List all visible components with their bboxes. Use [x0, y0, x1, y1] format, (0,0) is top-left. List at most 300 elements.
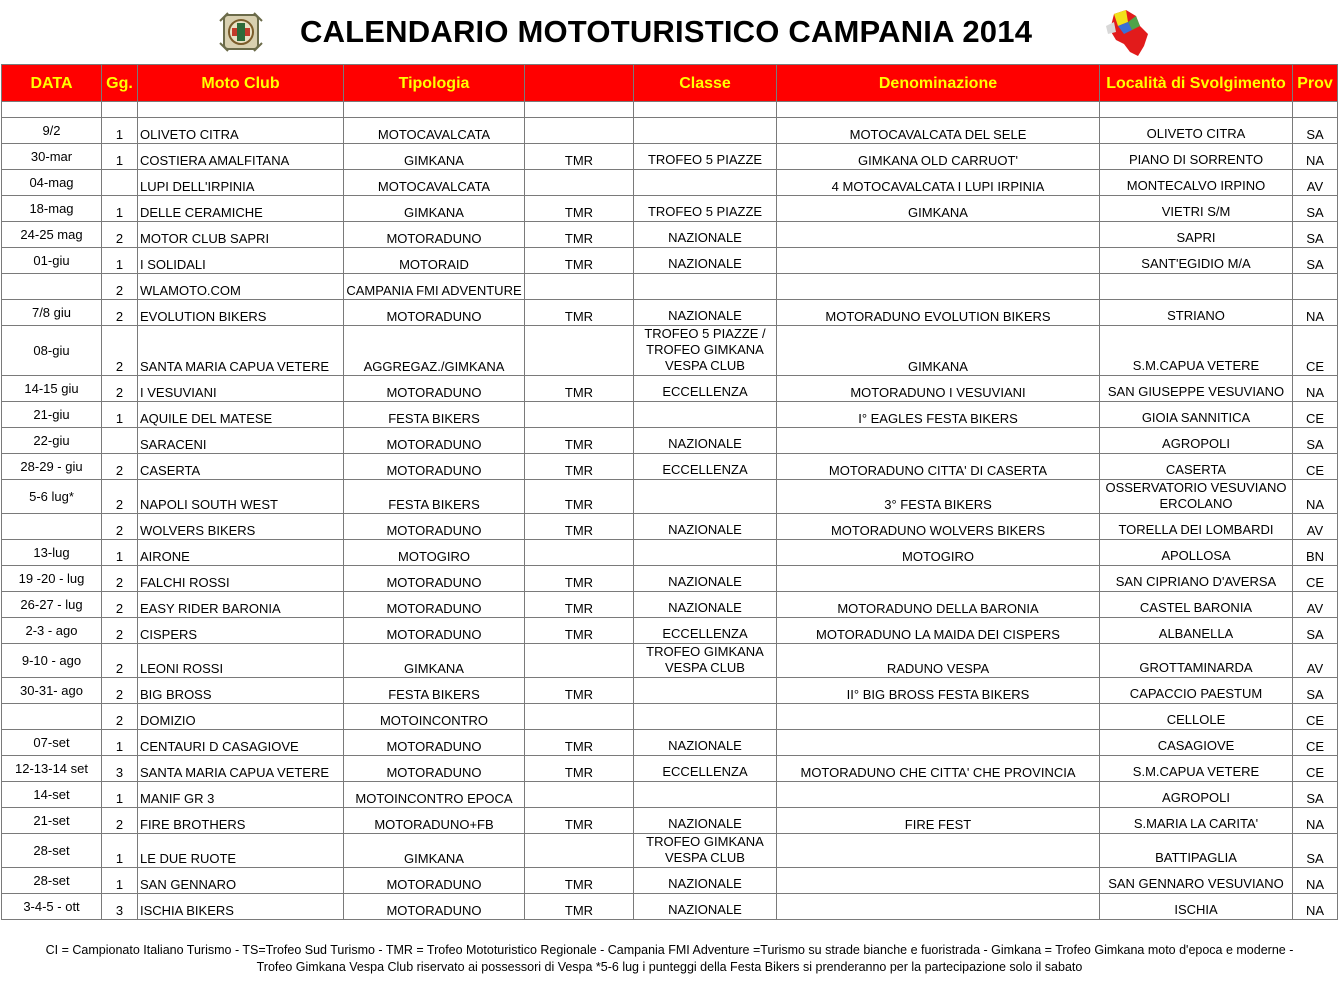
campania-map-icon: [1100, 8, 1152, 58]
cell-denominazione: [777, 248, 1100, 274]
cell-days: 2: [102, 300, 138, 326]
cell-classe: [634, 704, 777, 730]
cell-classe: NAZIONALE: [634, 300, 777, 326]
cell-prov: SA: [1293, 834, 1338, 868]
cell-moto-club: AIRONE: [138, 540, 344, 566]
cell-denominazione: [777, 274, 1100, 300]
cell-moto-club: I VESUVIANI: [138, 376, 344, 402]
col-header-prov: Prov: [1293, 65, 1338, 102]
cell-category: [525, 704, 634, 730]
cell-category: TMR: [525, 756, 634, 782]
cell-date: 21-giu: [2, 402, 102, 428]
cell-date: 7/8 giu: [2, 300, 102, 326]
table-row: [2, 196, 1338, 222]
footnote: [0, 942, 1339, 976]
cell-classe: TROFEO 5 PIAZZE: [634, 196, 777, 222]
cell-tipologia: MOTORAID: [344, 248, 525, 274]
cell-category: [525, 402, 634, 428]
table-row: [2, 782, 1338, 808]
cell-denominazione: MOTOCAVALCATA DEL SELE: [777, 118, 1100, 144]
cell-classe: [634, 118, 777, 144]
cell-localita: S.MARIA LA CARITA': [1100, 808, 1293, 834]
cell-category: [525, 644, 634, 678]
cell-denominazione: [777, 834, 1100, 868]
cell-prov: CE: [1293, 756, 1338, 782]
cell-denominazione: MOTORADUNO CHE CITTA' CHE PROVINCIA: [777, 756, 1100, 782]
cell-classe: NAZIONALE: [634, 592, 777, 618]
spacer-row: [2, 102, 1338, 118]
cell-moto-club: NAPOLI SOUTH WEST: [138, 480, 344, 514]
cell-tipologia: MOTORADUNO: [344, 868, 525, 894]
cell-moto-club: CISPERS: [138, 618, 344, 644]
table-row: [2, 454, 1338, 480]
cell-days: 1: [102, 144, 138, 170]
cell-moto-club: SANTA MARIA CAPUA VETERE: [138, 756, 344, 782]
cell-category: TMR: [525, 592, 634, 618]
cell-tipologia: GIMKANA: [344, 196, 525, 222]
cell-classe: TROFEO 5 PIAZZE / TROFEO GIMKANA VESPA CLUB: [634, 326, 777, 376]
cell-tipologia: CAMPANIA FMI ADVENTURE: [344, 274, 525, 300]
cell-denominazione: [777, 428, 1100, 454]
cell-denominazione: GIMKANA: [777, 326, 1100, 376]
cell-days: 2: [102, 566, 138, 592]
cell-moto-club: SAN GENNARO: [138, 868, 344, 894]
cell-localita: ALBANELLA: [1100, 618, 1293, 644]
col-header-classe: Classe: [634, 65, 777, 102]
cell-localita: OSSERVATORIO VESUVIANO ERCOLANO: [1100, 480, 1293, 514]
footnote-line-1: CI = Campionato Italiano Turismo - TS=Trofeo Sud Turismo - TMR = Trofeo Mototuristico Regionale - Campania FMI Adventure =Turismo su strade bianche e fuoristrada - Gimkana = Trofeo Gimkana moto d'epoca e moderne -: [45, 943, 1294, 957]
cell-localita: SANT'EGIDIO M/A: [1100, 248, 1293, 274]
cell-localita: AGROPOLI: [1100, 428, 1293, 454]
cell-classe: NAZIONALE: [634, 894, 777, 920]
cell-days: 3: [102, 894, 138, 920]
table-row: [2, 274, 1338, 300]
cell-prov: NA: [1293, 808, 1338, 834]
cell-prov: NA: [1293, 144, 1338, 170]
cell-localita: SAN GENNARO VESUVIANO: [1100, 868, 1293, 894]
cell-localita: MONTECALVO IRPINO: [1100, 170, 1293, 196]
cell-tipologia: GIMKANA: [344, 644, 525, 678]
cell-prov: SA: [1293, 248, 1338, 274]
cell-tipologia: MOTOCAVALCATA: [344, 170, 525, 196]
cell-moto-club: CENTAURI D CASAGIOVE: [138, 730, 344, 756]
cell-prov: SA: [1293, 428, 1338, 454]
cell-denominazione: RADUNO VESPA: [777, 644, 1100, 678]
cell-denominazione: MOTORADUNO DELLA BARONIA: [777, 592, 1100, 618]
col-header-data: DATA: [2, 65, 102, 102]
cell-date: [2, 514, 102, 540]
cell-date: 01-giu: [2, 248, 102, 274]
cell-date: 14-15 giu: [2, 376, 102, 402]
cell-classe: ECCELLENZA: [634, 376, 777, 402]
cell-moto-club: SARACENI: [138, 428, 344, 454]
cell-denominazione: MOTOGIRO: [777, 540, 1100, 566]
cell-days: 3: [102, 756, 138, 782]
cell-localita: GROTTAMINARDA: [1100, 644, 1293, 678]
cell-classe: NAZIONALE: [634, 808, 777, 834]
calendar-table: [1, 64, 1338, 920]
col-header-gg: Gg.: [102, 65, 138, 102]
cell-localita: TORELLA DEI LOMBARDI: [1100, 514, 1293, 540]
cell-moto-club: EASY RIDER BARONIA: [138, 592, 344, 618]
cell-denominazione: MOTORADUNO WOLVERS BIKERS: [777, 514, 1100, 540]
table-row: [2, 618, 1338, 644]
cell-prov: NA: [1293, 376, 1338, 402]
col-header-localita: Località di Svolgimento: [1100, 65, 1293, 102]
cell-prov: CE: [1293, 566, 1338, 592]
cell-moto-club: MANIF GR 3: [138, 782, 344, 808]
table-row: [2, 566, 1338, 592]
cell-denominazione: FIRE FEST: [777, 808, 1100, 834]
cell-date: 21-set: [2, 808, 102, 834]
cell-category: TMR: [525, 566, 634, 592]
cell-days: 1: [102, 118, 138, 144]
cell-tipologia: MOTORADUNO: [344, 566, 525, 592]
table-row: [2, 730, 1338, 756]
cell-category: [525, 274, 634, 300]
cell-prov: SA: [1293, 118, 1338, 144]
cell-denominazione: I° EAGLES FESTA BIKERS: [777, 402, 1100, 428]
cell-category: TMR: [525, 248, 634, 274]
cell-tipologia: MOTOINCONTRO: [344, 704, 525, 730]
table-row: [2, 540, 1338, 566]
cell-days: 2: [102, 618, 138, 644]
cell-localita: SAN GIUSEPPE VESUVIANO: [1100, 376, 1293, 402]
cell-localita: STRIANO: [1100, 300, 1293, 326]
cell-localita: BATTIPAGLIA: [1100, 834, 1293, 868]
cell-tipologia: MOTORADUNO: [344, 618, 525, 644]
table-row: [2, 808, 1338, 834]
cell-prov: SA: [1293, 618, 1338, 644]
cell-moto-club: WOLVERS BIKERS: [138, 514, 344, 540]
cell-denominazione: [777, 782, 1100, 808]
cell-classe: TROFEO GIMKANA VESPA CLUB: [634, 834, 777, 868]
cell-tipologia: MOTORADUNO: [344, 222, 525, 248]
cell-denominazione: [777, 704, 1100, 730]
cell-denominazione: MOTORADUNO I VESUVIANI: [777, 376, 1100, 402]
col-header-blank: [525, 65, 634, 102]
cell-moto-club: DELLE CERAMICHE: [138, 196, 344, 222]
cell-classe: ECCELLENZA: [634, 618, 777, 644]
cell-days: 1: [102, 782, 138, 808]
cell-date: 5-6 lug*: [2, 480, 102, 514]
cell-tipologia: AGGREGAZ./GIMKANA: [344, 326, 525, 376]
cell-tipologia: GIMKANA: [344, 834, 525, 868]
table-row: [2, 170, 1338, 196]
table-row: [2, 248, 1338, 274]
cell-date: 19 -20 - lug: [2, 566, 102, 592]
cell-days: 1: [102, 402, 138, 428]
cell-classe: [634, 170, 777, 196]
cell-category: [525, 326, 634, 376]
cell-tipologia: MOTORADUNO: [344, 756, 525, 782]
cell-date: 3-4-5 - ott: [2, 894, 102, 920]
cell-classe: [634, 402, 777, 428]
cell-moto-club: COSTIERA AMALFITANA: [138, 144, 344, 170]
cell-localita: VIETRI S/M: [1100, 196, 1293, 222]
title-bar: [0, 0, 1339, 64]
cell-denominazione: MOTORADUNO CITTA' DI CASERTA: [777, 454, 1100, 480]
cell-classe: [634, 274, 777, 300]
cell-category: TMR: [525, 454, 634, 480]
table-row: [2, 144, 1338, 170]
cell-localita: CASTEL BARONIA: [1100, 592, 1293, 618]
cell-tipologia: MOTORADUNO: [344, 514, 525, 540]
cell-date: 08-giu: [2, 326, 102, 376]
cell-date: 04-mag: [2, 170, 102, 196]
cell-category: TMR: [525, 428, 634, 454]
cell-moto-club: SANTA MARIA CAPUA VETERE: [138, 326, 344, 376]
cell-category: TMR: [525, 730, 634, 756]
cell-prov: CE: [1293, 454, 1338, 480]
cell-days: 2: [102, 644, 138, 678]
cell-date: 07-set: [2, 730, 102, 756]
col-header-denominazione: Denominazione: [777, 65, 1100, 102]
cell-category: TMR: [525, 376, 634, 402]
cell-days: 2: [102, 376, 138, 402]
cell-days: 2: [102, 808, 138, 834]
cell-classe: TROFEO 5 PIAZZE: [634, 144, 777, 170]
cell-category: [525, 540, 634, 566]
cell-localita: SAN CIPRIANO D'AVERSA: [1100, 566, 1293, 592]
cell-tipologia: GIMKANA: [344, 144, 525, 170]
cell-denominazione: [777, 566, 1100, 592]
cell-tipologia: MOTORADUNO: [344, 300, 525, 326]
cell-classe: NAZIONALE: [634, 868, 777, 894]
fmi-logo-icon: [216, 9, 266, 55]
cell-moto-club: AQUILE DEL MATESE: [138, 402, 344, 428]
cell-days: 1: [102, 834, 138, 868]
table-row: [2, 428, 1338, 454]
table-row: [2, 868, 1338, 894]
cell-classe: ECCELLENZA: [634, 756, 777, 782]
cell-moto-club: FALCHI ROSSI: [138, 566, 344, 592]
cell-tipologia: MOTORADUNO: [344, 894, 525, 920]
cell-prov: SA: [1293, 678, 1338, 704]
cell-date: 24-25 mag: [2, 222, 102, 248]
table-row: [2, 222, 1338, 248]
cell-prov: NA: [1293, 868, 1338, 894]
cell-moto-club: OLIVETO CITRA: [138, 118, 344, 144]
cell-days: 2: [102, 222, 138, 248]
cell-denominazione: [777, 894, 1100, 920]
table-row: [2, 834, 1338, 868]
cell-days: 1: [102, 730, 138, 756]
col-header-moto-club: Moto Club: [138, 65, 344, 102]
cell-date: 9-10 - ago: [2, 644, 102, 678]
cell-denominazione: II° BIG BROSS FESTA BIKERS: [777, 678, 1100, 704]
cell-denominazione: GIMKANA: [777, 196, 1100, 222]
cell-classe: [634, 782, 777, 808]
cell-days: 2: [102, 454, 138, 480]
cell-moto-club: EVOLUTION BIKERS: [138, 300, 344, 326]
table-row: [2, 894, 1338, 920]
table-row: [2, 326, 1338, 376]
cell-days: [102, 428, 138, 454]
table-row: [2, 480, 1338, 514]
table-row: [2, 756, 1338, 782]
cell-date: [2, 704, 102, 730]
cell-moto-club: LUPI DELL'IRPINIA: [138, 170, 344, 196]
cell-tipologia: MOTOCAVALCATA: [344, 118, 525, 144]
cell-moto-club: FIRE BROTHERS: [138, 808, 344, 834]
cell-denominazione: [777, 222, 1100, 248]
cell-category: [525, 170, 634, 196]
cell-moto-club: I SOLIDALI: [138, 248, 344, 274]
cell-prov: SA: [1293, 782, 1338, 808]
cell-days: 1: [102, 540, 138, 566]
cell-localita: CAPACCIO PAESTUM: [1100, 678, 1293, 704]
cell-days: 2: [102, 480, 138, 514]
header-row: [2, 65, 1338, 102]
cell-date: 9/2: [2, 118, 102, 144]
cell-category: TMR: [525, 480, 634, 514]
cell-tipologia: MOTORADUNO: [344, 428, 525, 454]
cell-days: 2: [102, 704, 138, 730]
table-row: [2, 644, 1338, 678]
cell-moto-club: LEONI ROSSI: [138, 644, 344, 678]
cell-category: TMR: [525, 894, 634, 920]
cell-moto-club: WLAMOTO.COM: [138, 274, 344, 300]
cell-prov: CE: [1293, 704, 1338, 730]
cell-prov: [1293, 274, 1338, 300]
cell-category: [525, 782, 634, 808]
cell-classe: [634, 480, 777, 514]
cell-date: 26-27 - lug: [2, 592, 102, 618]
table-row: [2, 514, 1338, 540]
cell-localita: AGROPOLI: [1100, 782, 1293, 808]
cell-tipologia: FESTA BIKERS: [344, 402, 525, 428]
cell-localita: SAPRI: [1100, 222, 1293, 248]
cell-date: 28-29 - giu: [2, 454, 102, 480]
cell-category: TMR: [525, 868, 634, 894]
cell-localita: S.M.CAPUA VETERE: [1100, 756, 1293, 782]
cell-denominazione: 4 MOTOCAVALCATA I LUPI IRPINIA: [777, 170, 1100, 196]
cell-category: TMR: [525, 222, 634, 248]
cell-localita: S.M.CAPUA VETERE: [1100, 326, 1293, 376]
cell-tipologia: MOTOINCONTRO EPOCA: [344, 782, 525, 808]
cell-classe: NAZIONALE: [634, 730, 777, 756]
cell-prov: NA: [1293, 894, 1338, 920]
table-row: [2, 376, 1338, 402]
cell-classe: NAZIONALE: [634, 514, 777, 540]
cell-localita: CASERTA: [1100, 454, 1293, 480]
cell-category: TMR: [525, 300, 634, 326]
page-title: CALENDARIO MOTOTURISTICO CAMPANIA 2014: [300, 14, 1033, 49]
cell-days: 1: [102, 196, 138, 222]
cell-classe: [634, 678, 777, 704]
cell-denominazione: GIMKANA OLD CARRUOT': [777, 144, 1100, 170]
cell-prov: BN: [1293, 540, 1338, 566]
table-row: [2, 678, 1338, 704]
cell-prov: AV: [1293, 514, 1338, 540]
cell-category: TMR: [525, 618, 634, 644]
table-row: [2, 402, 1338, 428]
table-row: [2, 300, 1338, 326]
cell-localita: [1100, 274, 1293, 300]
cell-date: 2-3 - ago: [2, 618, 102, 644]
cell-tipologia: MOTORADUNO: [344, 376, 525, 402]
footnote-line-2: Trofeo Gimkana Vespa Club riservato ai possessori di Vespa *5-6 lug i punteggi della Festa Bikers si prenderanno per la partecipazione solo il sabato: [256, 960, 1083, 974]
cell-date: 14-set: [2, 782, 102, 808]
cell-date: 22-giu: [2, 428, 102, 454]
cell-classe: NAZIONALE: [634, 248, 777, 274]
cell-denominazione: MOTORADUNO EVOLUTION BIKERS: [777, 300, 1100, 326]
cell-localita: GIOIA SANNITICA: [1100, 402, 1293, 428]
cell-prov: CE: [1293, 326, 1338, 376]
cell-localita: CASAGIOVE: [1100, 730, 1293, 756]
cell-tipologia: MOTORADUNO: [344, 454, 525, 480]
cell-classe: ECCELLENZA: [634, 454, 777, 480]
cell-category: TMR: [525, 808, 634, 834]
cell-localita: PIANO DI SORRENTO: [1100, 144, 1293, 170]
cell-category: [525, 118, 634, 144]
cell-category: TMR: [525, 196, 634, 222]
cell-category: TMR: [525, 514, 634, 540]
cell-classe: NAZIONALE: [634, 428, 777, 454]
cell-classe: TROFEO GIMKANA VESPA CLUB: [634, 644, 777, 678]
cell-denominazione: 3° FESTA BIKERS: [777, 480, 1100, 514]
cell-prov: AV: [1293, 592, 1338, 618]
table-row: [2, 704, 1338, 730]
cell-days: 1: [102, 248, 138, 274]
cell-denominazione: MOTORADUNO LA MAIDA DEI CISPERS: [777, 618, 1100, 644]
cell-classe: NAZIONALE: [634, 566, 777, 592]
cell-days: 2: [102, 326, 138, 376]
cell-days: 1: [102, 868, 138, 894]
cell-tipologia: MOTORADUNO: [344, 592, 525, 618]
cell-localita: APOLLOSA: [1100, 540, 1293, 566]
cell-tipologia: MOTORADUNO: [344, 730, 525, 756]
cell-prov: AV: [1293, 644, 1338, 678]
cell-days: [102, 170, 138, 196]
cell-classe: [634, 540, 777, 566]
cell-category: [525, 834, 634, 868]
cell-prov: CE: [1293, 402, 1338, 428]
cell-date: 13-lug: [2, 540, 102, 566]
cell-localita: OLIVETO CITRA: [1100, 118, 1293, 144]
cell-date: 28-set: [2, 868, 102, 894]
cell-moto-club: MOTOR CLUB SAPRI: [138, 222, 344, 248]
cell-date: 30-mar: [2, 144, 102, 170]
cell-moto-club: BIG BROSS: [138, 678, 344, 704]
cell-moto-club: DOMIZIO: [138, 704, 344, 730]
cell-date: 28-set: [2, 834, 102, 868]
cell-moto-club: LE DUE RUOTE: [138, 834, 344, 868]
cell-denominazione: [777, 730, 1100, 756]
cell-prov: NA: [1293, 300, 1338, 326]
cell-prov: SA: [1293, 196, 1338, 222]
cell-category: TMR: [525, 144, 634, 170]
cell-tipologia: FESTA BIKERS: [344, 480, 525, 514]
cell-moto-club: CASERTA: [138, 454, 344, 480]
cell-date: 18-mag: [2, 196, 102, 222]
cell-tipologia: MOTOGIRO: [344, 540, 525, 566]
cell-localita: CELLOLE: [1100, 704, 1293, 730]
cell-date: 30-31- ago: [2, 678, 102, 704]
cell-days: 2: [102, 274, 138, 300]
cell-classe: NAZIONALE: [634, 222, 777, 248]
cell-date: 12-13-14 set: [2, 756, 102, 782]
cell-denominazione: [777, 868, 1100, 894]
table-row: [2, 118, 1338, 144]
cell-category: TMR: [525, 678, 634, 704]
cell-tipologia: MOTORADUNO+FB: [344, 808, 525, 834]
cell-prov: AV: [1293, 170, 1338, 196]
cell-days: 2: [102, 592, 138, 618]
cell-prov: SA: [1293, 222, 1338, 248]
cell-localita: ISCHIA: [1100, 894, 1293, 920]
